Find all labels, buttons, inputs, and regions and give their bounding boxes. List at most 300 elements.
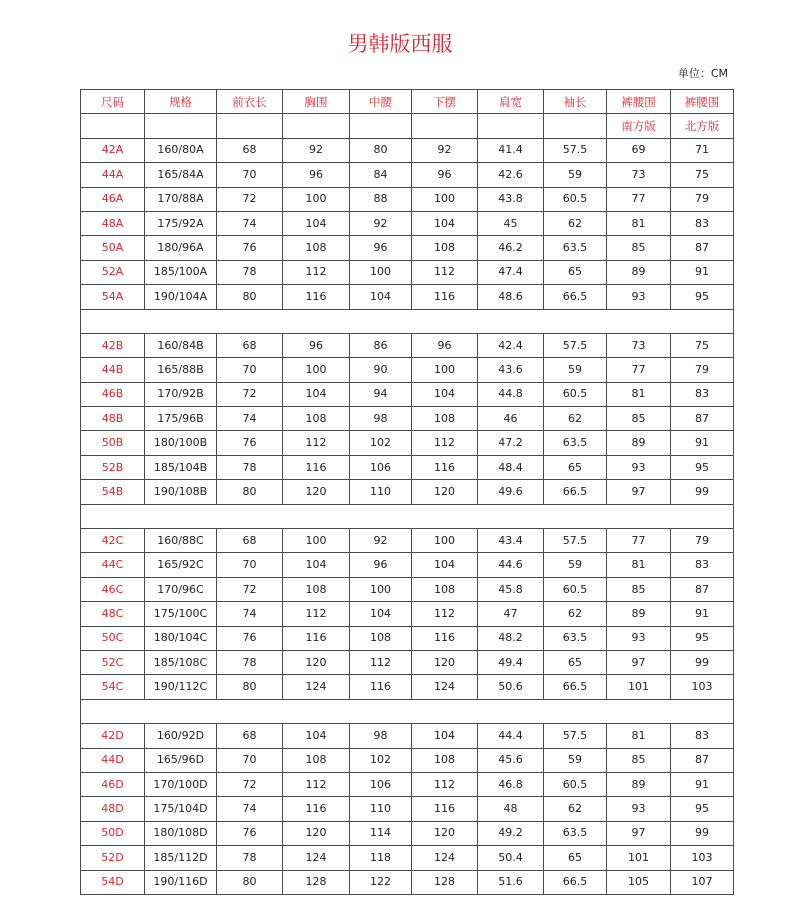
table-cell: 112 xyxy=(412,772,478,796)
table-row xyxy=(81,553,734,577)
table-cell: 46.8 xyxy=(478,772,544,796)
table-cell: 99 xyxy=(671,821,734,845)
table-cell: 83 xyxy=(671,724,734,748)
table-cell: 100 xyxy=(412,358,478,382)
table-cell: 96 xyxy=(283,163,350,187)
table-cell: 91 xyxy=(671,431,734,455)
table-cell: 185/112D xyxy=(145,846,217,870)
table-cell: 90 xyxy=(350,358,412,382)
table-cell: 93 xyxy=(607,455,671,479)
table-cell: 107 xyxy=(671,870,734,894)
table-row xyxy=(81,187,734,211)
table-cell: 66.5 xyxy=(544,285,607,309)
table-cell: 70 xyxy=(217,358,283,382)
table-cell: 180/96A xyxy=(145,236,217,260)
size-code-cell: 44A xyxy=(81,163,145,187)
table-cell: 80 xyxy=(350,138,412,162)
table-cell: 85 xyxy=(607,236,671,260)
table-cell: 48.6 xyxy=(478,285,544,309)
table-cell: 46.2 xyxy=(478,236,544,260)
table-cell: 108 xyxy=(412,577,478,601)
table-cell: 95 xyxy=(671,626,734,650)
table-cell: 104 xyxy=(412,553,478,577)
table-row xyxy=(81,333,734,357)
column-header: 胸围 xyxy=(283,90,350,114)
table-cell: 76 xyxy=(217,431,283,455)
size-code-cell: 46B xyxy=(81,382,145,406)
size-code-cell: 42D xyxy=(81,724,145,748)
table-cell: 116 xyxy=(283,797,350,821)
table-cell: 116 xyxy=(412,455,478,479)
table-cell: 72 xyxy=(217,772,283,796)
table-cell: 48 xyxy=(478,797,544,821)
table-cell: 94 xyxy=(350,382,412,406)
column-subheader xyxy=(81,114,145,138)
table-cell: 75 xyxy=(671,333,734,357)
table-row xyxy=(81,846,734,870)
column-header: 袖长 xyxy=(544,90,607,114)
table-cell: 91 xyxy=(671,260,734,284)
table-cell: 78 xyxy=(217,455,283,479)
table-cell: 50.6 xyxy=(478,675,544,699)
table-cell: 47.4 xyxy=(478,260,544,284)
table-cell: 100 xyxy=(350,260,412,284)
table-cell: 49.6 xyxy=(478,480,544,504)
table-cell: 95 xyxy=(671,285,734,309)
table-cell: 116 xyxy=(283,285,350,309)
table-cell: 120 xyxy=(412,480,478,504)
table-cell: 160/92D xyxy=(145,724,217,748)
table-cell: 92 xyxy=(350,211,412,235)
table-row xyxy=(81,821,734,845)
table-row xyxy=(81,626,734,650)
table-row xyxy=(81,382,734,406)
table-cell: 81 xyxy=(607,211,671,235)
table-cell: 116 xyxy=(412,797,478,821)
table-cell: 185/100A xyxy=(145,260,217,284)
table-cell: 74 xyxy=(217,407,283,431)
table-cell: 85 xyxy=(607,748,671,772)
table-cell: 190/116D xyxy=(145,870,217,894)
table-cell: 68 xyxy=(217,529,283,553)
table-cell: 103 xyxy=(671,675,734,699)
table-cell: 44.6 xyxy=(478,553,544,577)
table-cell: 165/92C xyxy=(145,553,217,577)
table-cell: 87 xyxy=(671,748,734,772)
table-cell: 96 xyxy=(283,333,350,357)
size-code-cell: 44D xyxy=(81,748,145,772)
column-subheader xyxy=(145,114,217,138)
table-cell: 120 xyxy=(412,650,478,674)
table-cell: 80 xyxy=(217,675,283,699)
separator-cell xyxy=(81,504,734,528)
table-cell: 80 xyxy=(217,480,283,504)
table-cell: 63.5 xyxy=(544,821,607,845)
table-cell: 62 xyxy=(544,797,607,821)
table-row xyxy=(81,577,734,601)
table-cell: 60.5 xyxy=(544,187,607,211)
table-cell: 110 xyxy=(350,797,412,821)
table-cell: 160/84B xyxy=(145,333,217,357)
size-code-cell: 54D xyxy=(81,870,145,894)
table-cell: 185/104B xyxy=(145,455,217,479)
separator-cell xyxy=(81,699,734,723)
size-code-cell: 50B xyxy=(81,431,145,455)
table-row xyxy=(81,431,734,455)
table-cell: 44.4 xyxy=(478,724,544,748)
table-cell: 85 xyxy=(607,407,671,431)
table-cell: 116 xyxy=(412,285,478,309)
table-cell: 95 xyxy=(671,797,734,821)
column-subheader xyxy=(350,114,412,138)
column-header: 裤腰围 xyxy=(671,90,734,114)
size-code-cell: 48A xyxy=(81,211,145,235)
table-cell: 62 xyxy=(544,602,607,626)
column-header: 规格 xyxy=(145,90,217,114)
table-cell: 108 xyxy=(412,407,478,431)
size-code-cell: 50A xyxy=(81,236,145,260)
table-cell: 108 xyxy=(412,748,478,772)
size-code-cell: 46D xyxy=(81,772,145,796)
table-cell: 45.8 xyxy=(478,577,544,601)
size-code-cell: 50C xyxy=(81,626,145,650)
table-cell: 60.5 xyxy=(544,577,607,601)
table-cell: 71 xyxy=(671,138,734,162)
table-cell: 73 xyxy=(607,163,671,187)
table-cell: 49.4 xyxy=(478,650,544,674)
table-cell: 89 xyxy=(607,431,671,455)
size-code-cell: 54B xyxy=(81,480,145,504)
table-cell: 77 xyxy=(607,187,671,211)
table-cell: 104 xyxy=(412,382,478,406)
unit-label: 单位：CM xyxy=(677,67,728,80)
table-cell: 45 xyxy=(478,211,544,235)
table-cell: 190/104A xyxy=(145,285,217,309)
table-cell: 112 xyxy=(412,431,478,455)
table-cell: 49.2 xyxy=(478,821,544,845)
table-cell: 78 xyxy=(217,846,283,870)
size-code-cell: 46C xyxy=(81,577,145,601)
table-cell: 180/100B xyxy=(145,431,217,455)
size-code-cell: 54A xyxy=(81,285,145,309)
table-cell: 116 xyxy=(350,675,412,699)
column-header: 裤腰围 xyxy=(607,90,671,114)
table-cell: 124 xyxy=(283,846,350,870)
table-row xyxy=(81,407,734,431)
table-cell: 65 xyxy=(544,260,607,284)
table-cell: 85 xyxy=(607,577,671,601)
table-cell: 74 xyxy=(217,797,283,821)
table-cell: 63.5 xyxy=(544,626,607,650)
size-code-cell: 46A xyxy=(81,187,145,211)
table-cell: 86 xyxy=(350,333,412,357)
table-cell: 68 xyxy=(217,333,283,357)
table-cell: 87 xyxy=(671,577,734,601)
table-cell: 77 xyxy=(607,529,671,553)
table-cell: 99 xyxy=(671,480,734,504)
table-cell: 43.6 xyxy=(478,358,544,382)
table-cell: 108 xyxy=(283,236,350,260)
table-cell: 128 xyxy=(283,870,350,894)
table-cell: 108 xyxy=(283,407,350,431)
table-cell: 96 xyxy=(412,163,478,187)
column-header: 中腰 xyxy=(350,90,412,114)
table-cell: 46 xyxy=(478,407,544,431)
table-cell: 83 xyxy=(671,553,734,577)
column-subheader xyxy=(478,114,544,138)
table-cell: 57.5 xyxy=(544,724,607,748)
table-cell: 80 xyxy=(217,870,283,894)
table-cell: 170/92B xyxy=(145,382,217,406)
size-code-cell: 50D xyxy=(81,821,145,845)
table-cell: 79 xyxy=(671,358,734,382)
table-cell: 93 xyxy=(607,285,671,309)
table-cell: 112 xyxy=(412,260,478,284)
table-cell: 41.4 xyxy=(478,138,544,162)
table-cell: 102 xyxy=(350,431,412,455)
table-cell: 102 xyxy=(350,748,412,772)
table-cell: 48.2 xyxy=(478,626,544,650)
size-code-cell: 42C xyxy=(81,529,145,553)
table-cell: 60.5 xyxy=(544,772,607,796)
table-cell: 124 xyxy=(412,675,478,699)
group-separator-row xyxy=(81,309,734,333)
table-cell: 63.5 xyxy=(544,236,607,260)
table-cell: 70 xyxy=(217,748,283,772)
table-cell: 110 xyxy=(350,480,412,504)
table-cell: 101 xyxy=(607,846,671,870)
table-cell: 69 xyxy=(607,138,671,162)
table-cell: 91 xyxy=(671,602,734,626)
size-code-cell: 48C xyxy=(81,602,145,626)
table-cell: 108 xyxy=(412,236,478,260)
table-cell: 122 xyxy=(350,870,412,894)
table-row xyxy=(81,650,734,674)
table-row xyxy=(81,797,734,821)
table-row xyxy=(81,870,734,894)
column-subheader: 北方版 xyxy=(671,114,734,138)
table-cell: 96 xyxy=(350,553,412,577)
table-cell: 62 xyxy=(544,407,607,431)
table-row xyxy=(81,529,734,553)
table-cell: 83 xyxy=(671,211,734,235)
table-cell: 120 xyxy=(412,821,478,845)
table-cell: 89 xyxy=(607,260,671,284)
table-row xyxy=(81,772,734,796)
table-cell: 65 xyxy=(544,455,607,479)
table-cell: 77 xyxy=(607,358,671,382)
table-cell: 106 xyxy=(350,455,412,479)
table-cell: 118 xyxy=(350,846,412,870)
table-cell: 100 xyxy=(283,187,350,211)
table-cell: 104 xyxy=(412,724,478,748)
table-cell: 175/100C xyxy=(145,602,217,626)
table-cell: 63.5 xyxy=(544,431,607,455)
size-code-cell: 44B xyxy=(81,358,145,382)
table-cell: 112 xyxy=(283,431,350,455)
table-cell: 97 xyxy=(607,650,671,674)
table-cell: 190/108B xyxy=(145,480,217,504)
column-header: 前衣长 xyxy=(217,90,283,114)
table-cell: 104 xyxy=(283,724,350,748)
table-cell: 66.5 xyxy=(544,870,607,894)
table-cell: 59 xyxy=(544,358,607,382)
table-cell: 104 xyxy=(350,285,412,309)
table-cell: 73 xyxy=(607,333,671,357)
table-row xyxy=(81,285,734,309)
table-cell: 76 xyxy=(217,821,283,845)
table-cell: 96 xyxy=(412,333,478,357)
table-cell: 93 xyxy=(607,626,671,650)
table-cell: 66.5 xyxy=(544,675,607,699)
table-cell: 100 xyxy=(283,529,350,553)
table-cell: 100 xyxy=(350,577,412,601)
size-chart-table xyxy=(80,89,734,895)
table-cell: 72 xyxy=(217,382,283,406)
table-cell: 120 xyxy=(283,480,350,504)
table-cell: 160/88C xyxy=(145,529,217,553)
table-cell: 170/96C xyxy=(145,577,217,601)
table-row xyxy=(81,675,734,699)
table-cell: 47.2 xyxy=(478,431,544,455)
column-subheader xyxy=(283,114,350,138)
table-cell: 68 xyxy=(217,138,283,162)
table-cell: 57.5 xyxy=(544,138,607,162)
table-cell: 92 xyxy=(412,138,478,162)
size-code-cell: 52A xyxy=(81,260,145,284)
table-cell: 165/96D xyxy=(145,748,217,772)
table-cell: 81 xyxy=(607,553,671,577)
table-cell: 75 xyxy=(671,163,734,187)
size-chart-body xyxy=(81,90,734,895)
table-cell: 114 xyxy=(350,821,412,845)
table-cell: 95 xyxy=(671,455,734,479)
table-cell: 43.8 xyxy=(478,187,544,211)
table-cell: 57.5 xyxy=(544,333,607,357)
size-code-cell: 48D xyxy=(81,797,145,821)
table-cell: 59 xyxy=(544,553,607,577)
table-cell: 190/112C xyxy=(145,675,217,699)
table-cell: 87 xyxy=(671,407,734,431)
table-cell: 175/104D xyxy=(145,797,217,821)
table-row xyxy=(81,236,734,260)
table-cell: 79 xyxy=(671,187,734,211)
table-cell: 91 xyxy=(671,772,734,796)
size-code-cell: 52C xyxy=(81,650,145,674)
table-row xyxy=(81,602,734,626)
table-cell: 51.6 xyxy=(478,870,544,894)
table-cell: 62 xyxy=(544,211,607,235)
table-row xyxy=(81,724,734,748)
table-cell: 76 xyxy=(217,626,283,650)
table-cell: 120 xyxy=(283,821,350,845)
table-cell: 99 xyxy=(671,650,734,674)
table-cell: 43.4 xyxy=(478,529,544,553)
table-row xyxy=(81,358,734,382)
table-cell: 112 xyxy=(283,772,350,796)
table-cell: 175/92A xyxy=(145,211,217,235)
table-cell: 124 xyxy=(412,846,478,870)
table-cell: 88 xyxy=(350,187,412,211)
table-cell: 101 xyxy=(607,675,671,699)
table-cell: 116 xyxy=(283,626,350,650)
table-cell: 180/108D xyxy=(145,821,217,845)
table-cell: 98 xyxy=(350,407,412,431)
table-cell: 65 xyxy=(544,846,607,870)
separator-cell xyxy=(81,309,734,333)
table-row xyxy=(81,455,734,479)
size-code-cell: 42B xyxy=(81,333,145,357)
table-cell: 60.5 xyxy=(544,382,607,406)
table-cell: 44.8 xyxy=(478,382,544,406)
table-cell: 50.4 xyxy=(478,846,544,870)
table-cell: 104 xyxy=(283,211,350,235)
table-cell: 185/108C xyxy=(145,650,217,674)
size-code-cell: 44C xyxy=(81,553,145,577)
table-cell: 59 xyxy=(544,748,607,772)
size-code-cell: 42A xyxy=(81,138,145,162)
table-cell: 100 xyxy=(283,358,350,382)
table-cell: 104 xyxy=(350,602,412,626)
table-cell: 45.6 xyxy=(478,748,544,772)
table-row xyxy=(81,480,734,504)
table-cell: 103 xyxy=(671,846,734,870)
table-cell: 89 xyxy=(607,772,671,796)
size-code-cell: 48B xyxy=(81,407,145,431)
table-cell: 100 xyxy=(412,529,478,553)
table-cell: 175/96B xyxy=(145,407,217,431)
group-separator-row xyxy=(81,699,734,723)
table-cell: 124 xyxy=(283,675,350,699)
table-cell: 70 xyxy=(217,553,283,577)
table-cell: 98 xyxy=(350,724,412,748)
size-code-cell: 54C xyxy=(81,675,145,699)
table-cell: 92 xyxy=(283,138,350,162)
table-subheader-row xyxy=(81,114,734,138)
table-cell: 70 xyxy=(217,163,283,187)
table-cell: 104 xyxy=(283,382,350,406)
table-cell: 72 xyxy=(217,187,283,211)
table-cell: 120 xyxy=(283,650,350,674)
table-cell: 42.6 xyxy=(478,163,544,187)
table-cell: 104 xyxy=(283,553,350,577)
table-cell: 112 xyxy=(283,602,350,626)
table-cell: 93 xyxy=(607,797,671,821)
table-cell: 89 xyxy=(607,602,671,626)
size-code-cell: 52D xyxy=(81,846,145,870)
table-cell: 59 xyxy=(544,163,607,187)
table-cell: 57.5 xyxy=(544,529,607,553)
table-cell: 165/84A xyxy=(145,163,217,187)
table-cell: 108 xyxy=(350,626,412,650)
column-header: 尺码 xyxy=(81,90,145,114)
column-subheader xyxy=(412,114,478,138)
table-cell: 100 xyxy=(412,187,478,211)
table-cell: 116 xyxy=(412,626,478,650)
table-cell: 66.5 xyxy=(544,480,607,504)
table-cell: 96 xyxy=(350,236,412,260)
column-header: 下摆 xyxy=(412,90,478,114)
table-cell: 74 xyxy=(217,602,283,626)
table-cell: 79 xyxy=(671,529,734,553)
table-cell: 97 xyxy=(607,480,671,504)
table-cell: 112 xyxy=(283,260,350,284)
column-subheader xyxy=(217,114,283,138)
table-cell: 97 xyxy=(607,821,671,845)
column-subheader: 南方版 xyxy=(607,114,671,138)
table-cell: 78 xyxy=(217,650,283,674)
table-cell: 78 xyxy=(217,260,283,284)
